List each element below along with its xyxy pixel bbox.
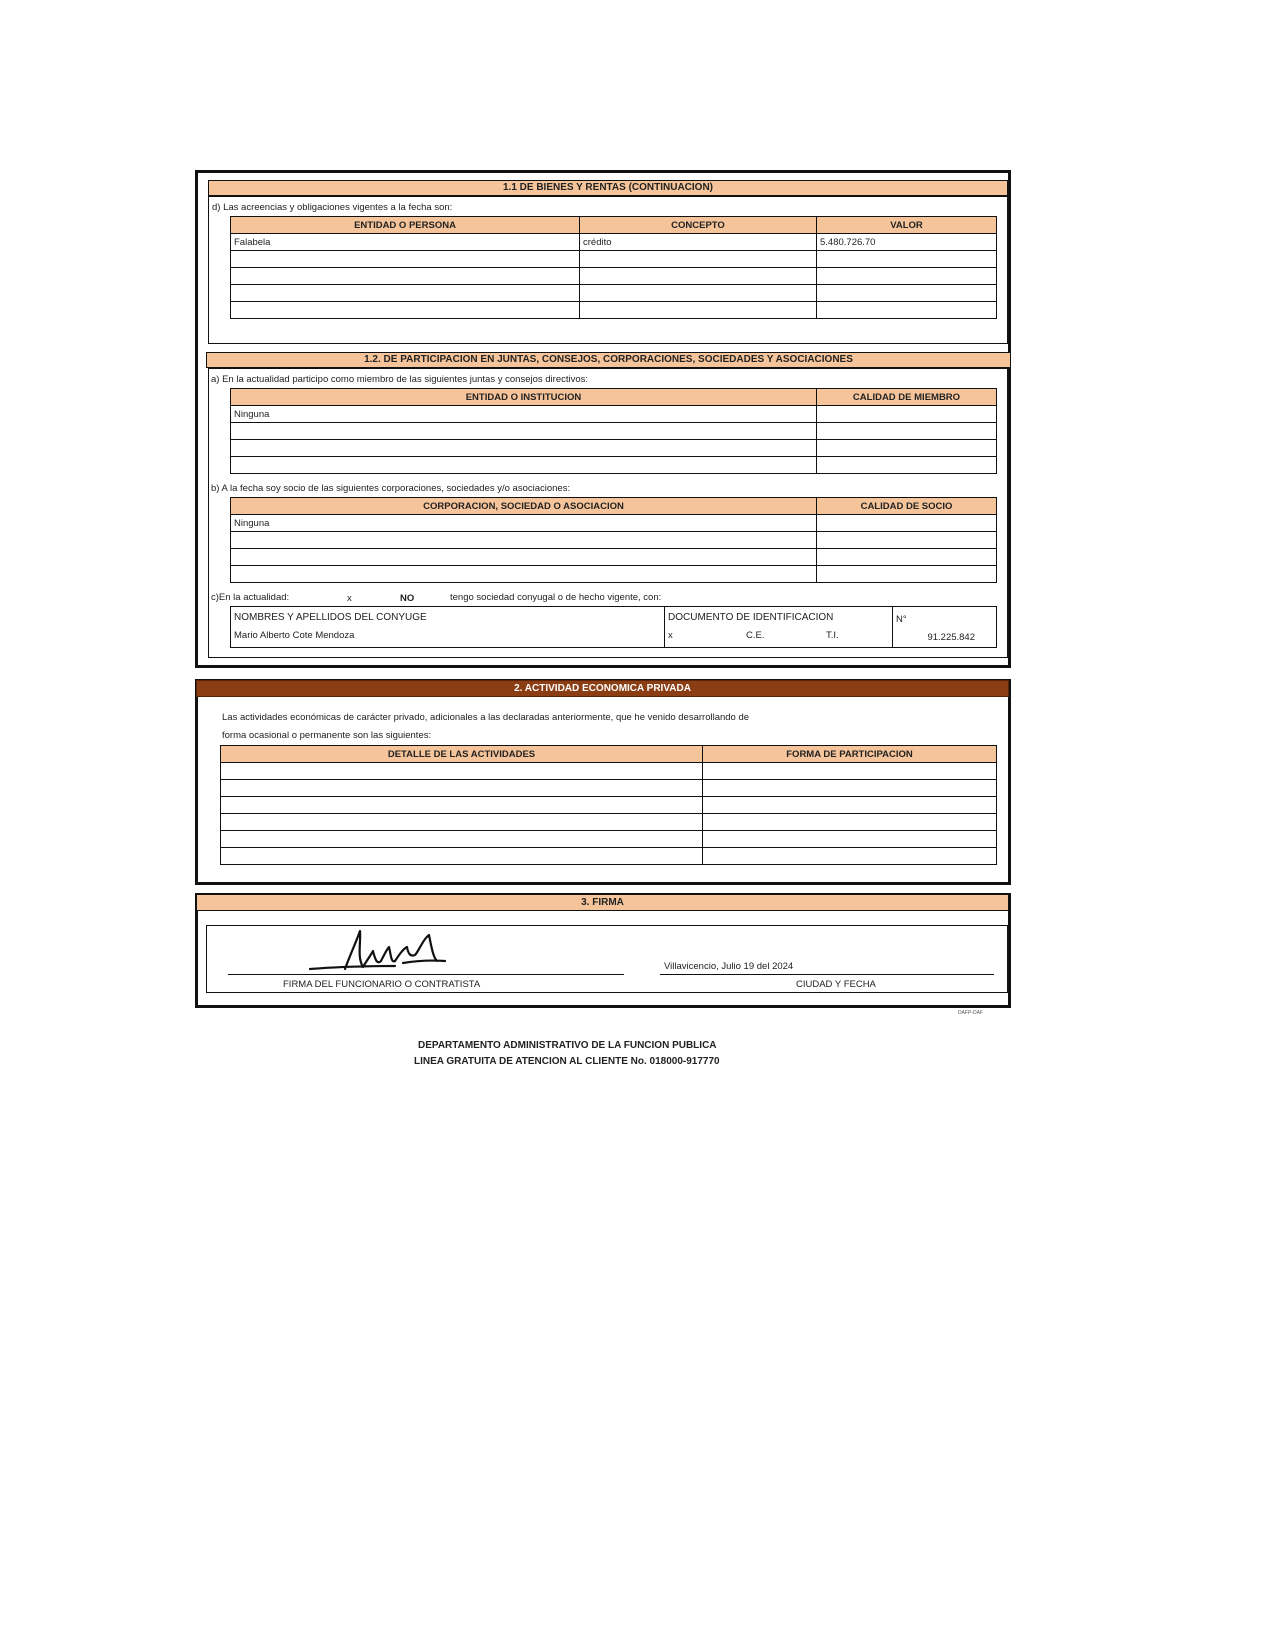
table-row (231, 440, 997, 457)
table-row (231, 251, 997, 268)
footer-line-2: LINEA GRATUITA DE ATENCION AL CLIENTE No. 018000-917770 (414, 1056, 720, 1067)
acreencias-table (230, 216, 997, 319)
section-1-1-title: 1.1 DE BIENES Y RENTAS (CONTINUACION) (208, 180, 1008, 196)
doc-ti: T.I. (826, 630, 839, 641)
signature-label: FIRMA DEL FUNCIONARIO O CONTRATISTA (283, 979, 481, 990)
table-row (231, 532, 997, 549)
cell-entidad-institucion: Ninguna (231, 406, 817, 423)
doc-number-cell (893, 607, 997, 648)
cell-corporacion (231, 566, 817, 583)
cell-calidad-socio (817, 549, 997, 566)
cell-concepto (580, 251, 817, 268)
cell-detalle (221, 780, 703, 797)
signature-line (228, 974, 624, 975)
cell-detalle (221, 814, 703, 831)
col-calidad-socio: CALIDAD DE SOCIO (817, 498, 997, 515)
city-date-line (660, 974, 994, 975)
cell-entidad (231, 285, 580, 302)
cell-valor (817, 285, 997, 302)
city-date-label: CIUDAD Y FECHA (796, 979, 876, 990)
table-row (221, 848, 997, 865)
table-row (231, 234, 997, 251)
actividades-table (220, 745, 997, 865)
table-row (231, 423, 997, 440)
c-no: NO (400, 593, 415, 604)
cell-concepto (580, 285, 817, 302)
cell-calidad-miembro (817, 440, 997, 457)
doc-number: 91.225.842 (927, 632, 975, 643)
c-mark: x (347, 593, 352, 604)
spouse-name-cell (231, 607, 665, 648)
cell-calidad-socio (817, 566, 997, 583)
cell-entidad-institucion (231, 423, 817, 440)
table-row (231, 302, 997, 319)
num-header: N° (896, 614, 907, 625)
cell-corporacion (231, 532, 817, 549)
cell-forma (703, 848, 997, 865)
sociedades-table (230, 497, 997, 583)
section-2-text-1: Las actividades económicas de carácter privado, adicionales a las declaradas anteriormente, que he venido desarrollando de (222, 712, 750, 723)
section-2-text-2: forma ocasional o permanente son las siguientes: (222, 730, 432, 741)
cell-detalle (221, 797, 703, 814)
spouse-name-header: NOMBRES Y APELLIDOS DEL CONYUGE (234, 612, 427, 623)
cell-calidad-miembro (817, 423, 997, 440)
doc-ce: C.E. (746, 630, 765, 641)
col-forma-participacion: FORMA DE PARTICIPACION (703, 746, 997, 763)
col-valor: VALOR (817, 217, 997, 234)
cell-calidad-miembro (817, 406, 997, 423)
cell-concepto: crédito (580, 234, 817, 251)
doc-types (668, 627, 889, 643)
cell-valor (817, 268, 997, 285)
section-2-title: 2. ACTIVIDAD ECONOMICA PRIVADA (196, 680, 1009, 697)
label-b: b) A la fecha soy socio de las siguientes corporaciones, sociedades y/o asociaciones: (211, 483, 571, 494)
footer-line-1: DEPARTAMENTO ADMINISTRATIVO DE LA FUNCION PUBLICA (418, 1040, 717, 1051)
cell-entidad-institucion (231, 440, 817, 457)
col-detalle-actividades: DETALLE DE LAS ACTIVIDADES (221, 746, 703, 763)
c-text: tengo sociedad conyugal o de hecho vigente, con: (450, 592, 662, 603)
cell-concepto (580, 302, 817, 319)
cell-forma (703, 780, 997, 797)
col-concepto: CONCEPTO (580, 217, 817, 234)
signature-image (305, 925, 455, 975)
label-a: a) En la actualidad participo como miembro de las siguientes juntas y consejos directivos: (211, 374, 589, 385)
section-3-title: 3. FIRMA (196, 894, 1009, 911)
juntas-table (230, 388, 997, 474)
table-row (221, 831, 997, 848)
document-cell (665, 607, 893, 648)
cell-valor (817, 251, 997, 268)
doc-mark: x (668, 630, 673, 641)
spouse-name: Mario Alberto Cote Mendoza (234, 630, 355, 641)
cell-entidad (231, 251, 580, 268)
cell-concepto (580, 268, 817, 285)
cell-valor (817, 302, 997, 319)
cell-corporacion (231, 549, 817, 566)
table-row (221, 780, 997, 797)
cell-calidad-socio (817, 532, 997, 549)
cell-forma (703, 763, 997, 780)
table-row (231, 406, 997, 423)
table-row (231, 566, 997, 583)
cell-detalle (221, 831, 703, 848)
cell-entidad (231, 302, 580, 319)
cell-valor: 5.480.726.70 (817, 234, 997, 251)
cell-forma (703, 797, 997, 814)
table-row (221, 814, 997, 831)
table-row (231, 268, 997, 285)
col-entidad-persona: ENTIDAD O PERSONA (231, 217, 580, 234)
label-c: c)En la actualidad: (211, 592, 290, 603)
table-row (231, 549, 997, 566)
cell-forma (703, 814, 997, 831)
table-row (221, 797, 997, 814)
col-calidad-miembro: CALIDAD DE MIEMBRO (817, 389, 997, 406)
label-d: d) Las acreencias y obligaciones vigentes a la fecha son: (212, 202, 453, 213)
col-entidad-institucion: ENTIDAD O INSTITUCION (231, 389, 817, 406)
table-row (231, 285, 997, 302)
cell-calidad-socio (817, 515, 997, 532)
section-1-2-title: 1.2. DE PARTICIPACION EN JUNTAS, CONSEJOS, CORPORACIONES, SOCIEDADES Y ASOCIACIONES (206, 352, 1011, 368)
cell-detalle (221, 763, 703, 780)
cell-forma (703, 831, 997, 848)
cell-entidad (231, 268, 580, 285)
cell-corporacion: Ninguna (231, 515, 817, 532)
conyuge-table (230, 606, 997, 648)
table-row (231, 515, 997, 532)
cell-entidad-institucion (231, 457, 817, 474)
table-row (231, 457, 997, 474)
cell-entidad: Falabela (231, 234, 580, 251)
col-corporacion: CORPORACION, SOCIEDAD O ASOCIACION (231, 498, 817, 515)
cell-calidad-miembro (817, 457, 997, 474)
small-code: DAFP-DAF (958, 1010, 983, 1016)
cell-detalle (221, 848, 703, 865)
table-row (221, 763, 997, 780)
doc-header: DOCUMENTO DE IDENTIFICACION (668, 612, 834, 623)
city-date: Villavicencio, Julio 19 del 2024 (664, 961, 794, 972)
